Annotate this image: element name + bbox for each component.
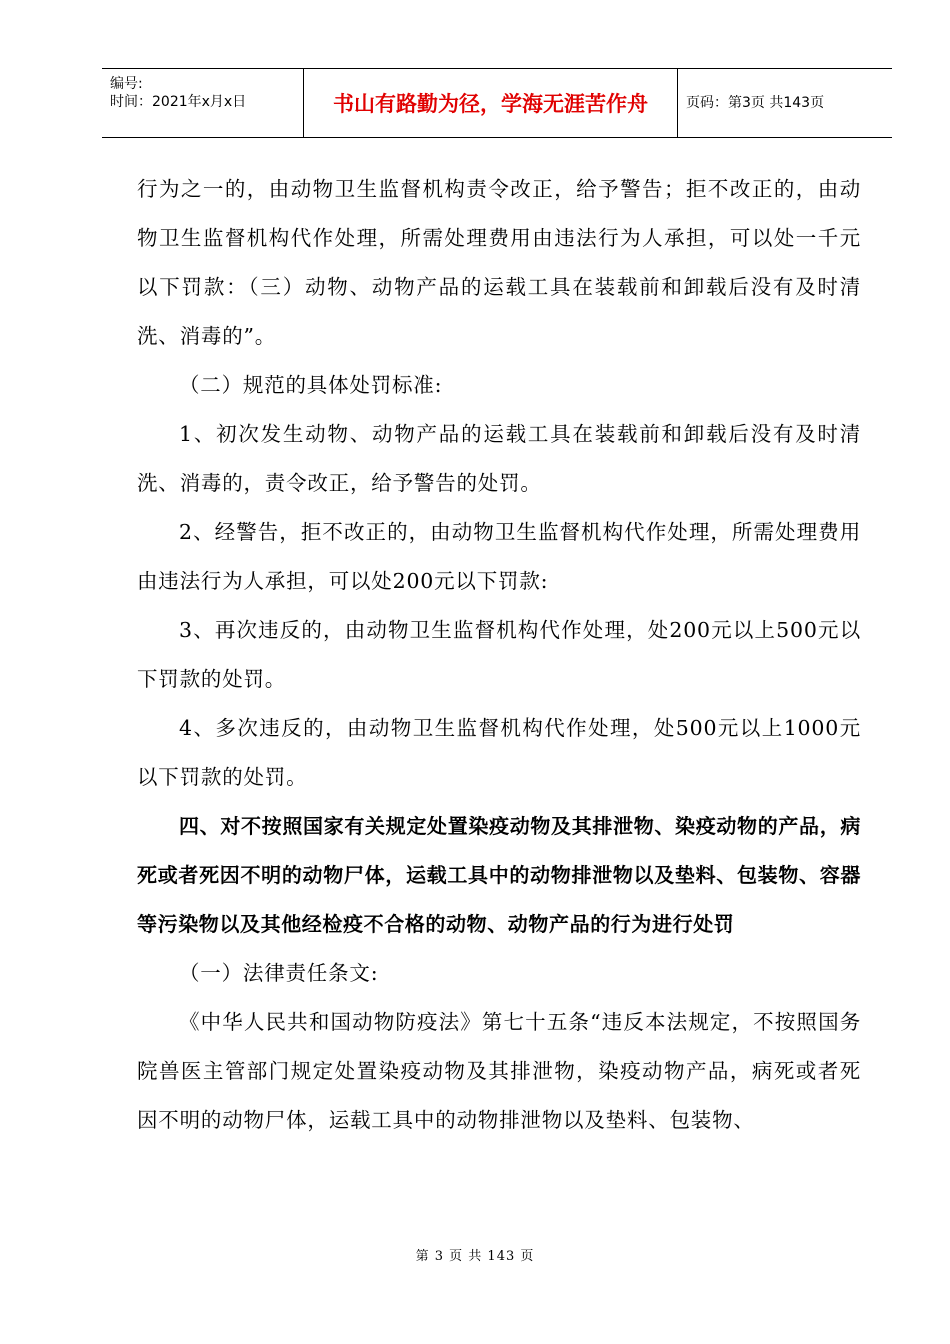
header-motto-cell <box>304 69 678 137</box>
subheading-penalty-standard: （二）规范的具体处罚标准: <box>179 373 443 397</box>
document-body <box>137 165 861 1145</box>
paragraph-law-article: 《中华人民共和国动物防疫法》第七十五条“违反本法规定，不按照国务院兽医主管部门规定处置染疫动物及其排泄物，染疫动物产品，病死或者死因不明的动物尸体，运载工具中的动物排泄物以及垫料、包装物、 <box>137 1010 861 1132</box>
document-header <box>102 68 892 138</box>
header-meta-cell <box>102 69 304 137</box>
page-footer: 第 3 页 共 143 页 <box>415 1249 535 1264</box>
motto-text: 书山有路勤为径，学海无涯苦作舟 <box>333 92 648 116</box>
paragraph-item-3: 3、再次违反的，由动物卫生监督机构代作处理，处200元以上500元以下罚款的处罚。 <box>137 618 861 691</box>
paragraph-item-1: 1、初次发生动物、动物产品的运载工具在装载前和卸载后没有及时清洗、消毒的，责令改正，给予警告的处罚。 <box>137 422 861 495</box>
header-page-cell <box>678 69 892 137</box>
paragraph-item-2: 2、经警告，拒不改正的，由动物卫生监督机构代作处理，所需处理费用由违法行为人承担，可以处200元以下罚款: <box>137 520 861 593</box>
page-info-label: 页码：第3页 共143页 <box>686 95 825 111</box>
paragraph-continuation: 行为之一的，由动物卫生监督机构责令改正，给予警告；拒不改正的，由动物卫生监督机构代作处理，所需处理费用由违法行为人承担，可以处一千元以下罚款：（三）动物、动物产品的运载工具在装载前和卸载后没有及时清洗、消毒的”。 <box>137 177 861 348</box>
subheading-legal-liability: （一）法律责任条文: <box>179 961 379 985</box>
document-time-label: 时间：2021年x月x日 <box>110 94 247 110</box>
paragraph-item-4: 4、多次违反的，由动物卫生监督机构代作处理，处500元以上1000元以下罚款的处罚。 <box>137 716 861 789</box>
section-heading-four: 四、对不按照国家有关规定处置染疫动物及其排泄物、染疫动物的产品，病死或者死因不明的动物尸体，运载工具中的动物排泄物以及垫料、包装物、容器等污染物以及其他经检疫不合格的动物、动物产品的行为进行处罚 <box>137 814 861 936</box>
document-number-label: 编号: <box>110 76 143 92</box>
